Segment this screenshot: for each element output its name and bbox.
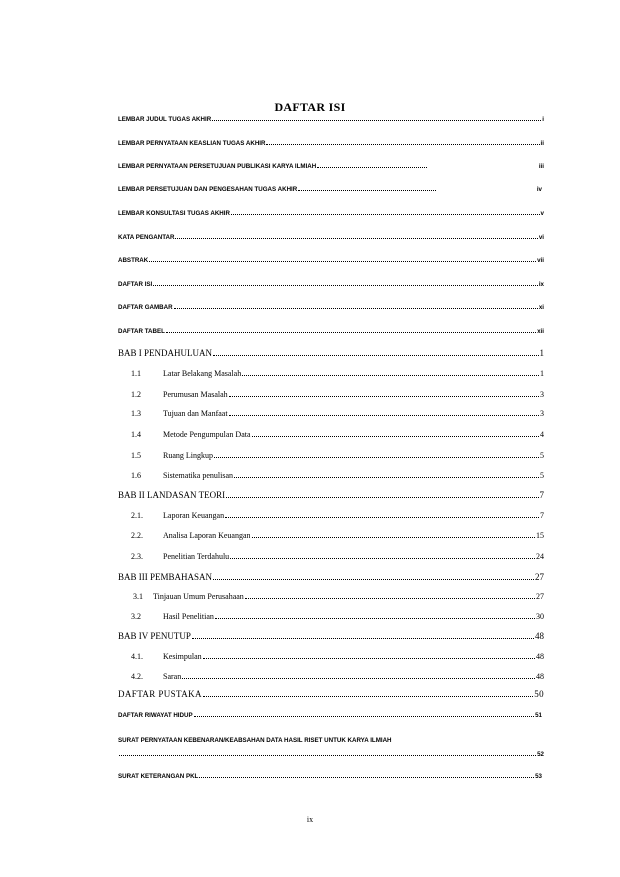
toc-chapter [118, 349, 544, 358]
toc-entry-number: 1.3 [131, 409, 141, 418]
toc-entry-number: 1.5 [131, 451, 141, 460]
toc-entry-label: BAB IV PENUTUP [118, 631, 191, 641]
toc-entry-page: xi [538, 304, 544, 311]
dot-leader [226, 496, 538, 498]
toc-subsection [131, 472, 544, 480]
toc-entry-label: DAFTAR ISI [118, 281, 153, 288]
dot-leader [213, 578, 534, 580]
dot-leader [149, 260, 536, 262]
toc-subsection [133, 593, 544, 601]
toc-subsection [131, 512, 544, 520]
toc-entry-label: ABSTRAK [118, 257, 149, 264]
toc-entry-label: Tinjauan Umum Perusahaan [153, 592, 244, 601]
dot-leader [298, 189, 436, 191]
toc-entry-label: BAB II LANDASAN TEORI [118, 490, 226, 500]
dot-leader [266, 143, 539, 145]
toc-entry-page: 3 [540, 390, 544, 399]
toc-entry-label: LEMBAR PERSETUJUAN DAN PENGESAHAN TUGAS AKHIR [118, 186, 298, 193]
toc-entry-number: 1.1 [131, 369, 141, 378]
toc-subsection [131, 673, 544, 681]
dot-leader [175, 237, 537, 239]
toc-chapter [118, 491, 544, 500]
dot-leader [225, 516, 539, 518]
toc-entry-number: 2.1. [131, 511, 143, 520]
toc-entry-label: LEMBAR PERNYATAAN KEASLIAN TUGAS AKHIR [118, 140, 266, 147]
toc-entry-number: 3.1 [133, 592, 143, 601]
toc-entry-label: LEMBAR KONSULTASI TUGAS AKHIR [118, 210, 230, 217]
toc-entry-page: 7 [540, 511, 544, 520]
toc-entry-label: Ruang Lingkup [163, 451, 213, 460]
toc-entry [118, 713, 542, 719]
toc-entry-label: BAB I PENDAHULUAN [118, 348, 212, 358]
dot-leader [203, 657, 535, 659]
toc-entry-label: Latar Belakang Masalah [163, 369, 242, 378]
toc-entry-page: 4 [540, 430, 544, 439]
toc-entry-page: 52 [537, 751, 544, 758]
dot-leader [242, 374, 539, 376]
toc-entry-page: 50 [534, 689, 544, 699]
toc-entry [118, 141, 544, 147]
dot-leader [203, 695, 533, 697]
toc-entry [118, 752, 544, 758]
toc-entry-label: LEMBAR JUDUL TUGAS AKHIR [118, 116, 212, 123]
dot-leader [252, 435, 539, 437]
toc-entry-number: 2.2. [131, 531, 143, 540]
toc-entry-page: 15 [536, 531, 544, 540]
toc-entry-number: 1.4 [131, 430, 141, 439]
dot-leader [174, 307, 538, 309]
toc-entry-number: 2.3. [131, 552, 143, 561]
toc-entry-page: 48 [536, 672, 544, 681]
dot-leader [194, 715, 535, 717]
toc-entry-page: v [540, 210, 544, 217]
toc-entry-label: Metode Pengumpulan Data [163, 430, 251, 439]
toc-subsection [131, 553, 544, 561]
dot-leader [317, 166, 427, 168]
toc-entry-page: 7 [539, 490, 544, 500]
toc-entry-label: BAB III PEMBAHASAN [118, 572, 213, 582]
toc-entry-page: iv [536, 186, 542, 193]
dot-leader [231, 213, 540, 215]
toc-entry [118, 329, 544, 335]
toc-entry-label: DAFTAR GAMBAR [118, 304, 173, 311]
toc-entry-label: Hasil Penelitian [163, 612, 214, 621]
toc-entry [118, 211, 544, 217]
toc-subsection [131, 613, 544, 621]
dot-leader [229, 414, 539, 416]
dot-leader [153, 284, 538, 286]
toc-chapter [118, 632, 544, 641]
toc-entry-label: Saran [163, 672, 182, 681]
toc-entry [118, 187, 542, 193]
toc-entry-page: 48 [535, 631, 544, 641]
toc-entry-label: LEMBAR PERNYATAAN PERSETUJUAN PUBLIKASI KARYA ILMIAH [118, 163, 317, 170]
dot-leader [229, 395, 539, 397]
toc-entry-page: 3 [540, 409, 544, 418]
toc-entry-page: ii [540, 140, 544, 147]
toc-entry-page: 48 [536, 652, 544, 661]
toc-entry-label: KATA PENGANTAR [118, 234, 175, 241]
toc-entry-label: DAFTAR RIWAYAT HIDUP [118, 712, 193, 719]
toc-entry-label: DAFTAR TABEL [118, 328, 165, 335]
toc-entry-number: 3.2 [131, 612, 141, 621]
toc-entry-label: Analisa Laporan Keuangan [163, 531, 251, 540]
dot-leader [234, 476, 539, 478]
toc-entry-page: 5 [540, 471, 544, 480]
toc-entry-page: xii [537, 328, 544, 335]
dot-leader [215, 617, 535, 619]
toc-entry-label: Sistematika penulisan [163, 471, 233, 480]
page-title: DAFTAR ISI [274, 100, 346, 114]
toc-entry-page: 27 [536, 592, 544, 601]
toc-entry-number: 4.1. [131, 652, 143, 661]
toc-entry-label: Tujuan dan Manfaat [163, 409, 228, 418]
toc-entry-page: 1 [539, 348, 544, 358]
toc-entry [118, 774, 542, 780]
toc-entry-label: SURAT KETERANGAN PKL [118, 773, 199, 780]
page-number: ix [306, 815, 314, 824]
dot-leader [182, 677, 535, 679]
toc-subsection [131, 410, 544, 418]
toc-entry-page: vi [538, 234, 544, 241]
toc-entry-label: Kesimpulan [163, 652, 202, 661]
toc-entry [118, 258, 544, 264]
dot-leader [213, 354, 539, 356]
dot-leader [245, 597, 535, 599]
toc-entry [118, 282, 544, 288]
toc-entry-number: 1.2 [131, 390, 141, 399]
toc-entry [118, 235, 544, 241]
dot-leader [166, 331, 536, 333]
toc-subsection [131, 452, 544, 460]
toc-entry-page: 53 [535, 773, 542, 780]
toc-entry-page: 27 [535, 572, 544, 582]
toc-entry-label: SURAT PERNYATAAN KEBENARAN/KEABSAHAN DATA HASIL RISET UNTUK KARYA ILMIAH [118, 737, 392, 744]
toc-entry-label: Laporan Keuangan [163, 511, 225, 520]
toc-entry-number: 1.6 [131, 471, 141, 480]
toc-entry-page: i [542, 116, 544, 123]
toc-subsection [131, 431, 544, 439]
toc-subsection [131, 653, 544, 661]
toc-entry-page: 1 [540, 369, 544, 378]
toc-entry-page: ix [538, 281, 544, 288]
toc-entry-page: 24 [536, 552, 544, 561]
toc-entry-label: Perumusan Masalah [163, 390, 228, 399]
toc-entry-page: 51 [535, 712, 542, 719]
toc-entry-page: vii [537, 257, 544, 264]
dot-leader [199, 776, 534, 778]
dot-leader [230, 557, 535, 559]
dot-leader [214, 456, 539, 458]
toc-entry-label: DAFTAR PUSTAKA [118, 689, 202, 699]
toc-subsection [131, 391, 544, 399]
toc-chapter [118, 573, 544, 582]
toc-entry-page: 30 [536, 612, 544, 621]
dot-leader [212, 119, 541, 121]
toc-entry-page: iii [538, 163, 544, 170]
toc-subsection [131, 370, 544, 378]
toc-entry [118, 305, 544, 311]
toc-entry-number: 4.2. [131, 672, 143, 681]
toc-entry-page: 5 [540, 451, 544, 460]
dot-leader [119, 754, 536, 756]
toc-subsection [131, 532, 544, 540]
toc-entry-label: Penelitian Terdahulu [163, 552, 230, 561]
toc-entry [118, 164, 544, 170]
toc-chapter [118, 690, 544, 699]
toc-entry [118, 117, 544, 123]
dot-leader [192, 637, 534, 639]
dot-leader [252, 536, 535, 538]
